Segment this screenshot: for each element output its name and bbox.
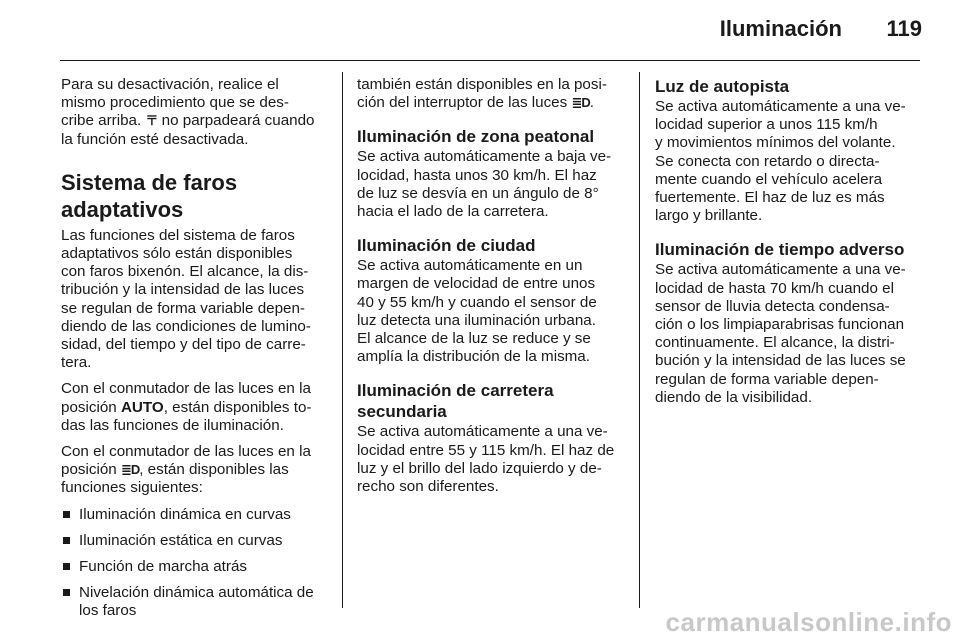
paragraph-adverse-weather-lighting: Se activa automáticamente a una ve- locidad de hasta 70 km/h cuando el sensor de lluvia detecta condensa- ción o los limpiaparabrisas funcionan continuamente. El alcance, la distri- bución y la intensidad de las luces se regulan de forma variable depen- diendo de la visibilidad.	[655, 261, 906, 406]
column-divider-1	[342, 72, 343, 608]
paragraph-auto-position: Con el conmutador de las luces en la posición AUTO, están disponibles to- das las funciones de iluminación.	[61, 380, 312, 434]
page-number: 119	[886, 16, 922, 41]
column-1	[61, 76, 329, 629]
heading-pedestrian-lighting: Iluminación de zona peatonal	[357, 127, 595, 147]
list-item: Función de marcha atrás	[61, 558, 329, 576]
bullet-icon	[63, 537, 70, 544]
section-title: Iluminación	[719, 16, 842, 41]
bullet-icon	[63, 563, 70, 570]
section-heading-adaptive-headlights: Sistema de faros adaptativos	[61, 169, 238, 222]
intro-paragraph: Para su desactivación, realice el mismo procedimiento que se des- cribe arriba. 〒 no parpadeará cuando la función esté desactivada.	[61, 76, 315, 148]
header-divider	[60, 60, 920, 61]
function-list	[61, 506, 329, 621]
list-item: Iluminación estática en curvas	[61, 532, 329, 550]
paragraph-city-lighting: Se activa automáticamente en un margen de velocidad de entre unos 40 y 55 km/h y cuando el sensor de luz detecta una iluminación urbana. El alcance de la luz se reduce y se amplía la distribución de la misma.	[357, 257, 597, 366]
list-item: Iluminación dinámica en curvas	[61, 506, 329, 524]
auto-label: AUTO	[120, 398, 164, 416]
heading-city-lighting: Iluminación de ciudad	[357, 236, 536, 256]
heading-adverse-weather-lighting: Iluminación de tiempo adverso	[655, 240, 905, 260]
paragraph-motorway-light: Se activa automáticamente a una ve- locidad superior a unos 115 km/h y movimientos mínimos del volante. Se conecta con retardo o directa- mente cuando el vehículo acelera fuertemente. El haz de luz es más largo y brillante.	[655, 98, 906, 225]
bullet-icon	[63, 589, 70, 596]
bullet-icon	[63, 511, 70, 518]
light-switch-icon: ≣D	[120, 462, 140, 478]
intro-paragraph: también están disponibles en la posi- ción del interruptor de las luces ≣D.	[357, 76, 607, 112]
paragraph-pedestrian-lighting: Se activa automáticamente a baja ve- locidad, hasta unos 30 km/h. El haz de luz se desvía en un ángulo de 8° hacia el lado de la carretera.	[357, 148, 612, 221]
watermark: carmanualsonline.info	[665, 607, 952, 637]
page-header	[0, 0, 960, 62]
list-item: Nivelación dinámica automática de los faros	[61, 584, 329, 620]
paragraph-headlight-position: Con el conmutador de las luces en la posición ≣D, están disponibles las funciones siguientes:	[61, 443, 311, 497]
heading-motorway-light: Luz de autopista	[655, 77, 790, 96]
indicator-icon: 〒	[145, 113, 158, 129]
light-switch-icon: ≣D	[571, 95, 590, 111]
column-3	[655, 76, 925, 415]
column-2	[357, 76, 627, 504]
paragraph-secondary-road-lighting: Se activa automáticamente a una ve- locidad entre 55 y 115 km/h. El haz de luz y el brillo del lado izquierdo y de- recho son diferentes.	[357, 423, 615, 496]
paragraph-adaptive-intro: Las funciones del sistema de faros adaptativos sólo están disponibles con faros bixenón. El alcance, la dis- tribución y la intensidad de las luces se regulan de forma variable depen- diendo de las condiciones de lumino- sidad, del tiempo y del tipo de carre- tera.	[61, 226, 311, 372]
column-divider-2	[639, 72, 640, 608]
heading-secondary-road-lighting: Iluminación de carretera secundaria	[357, 381, 554, 422]
